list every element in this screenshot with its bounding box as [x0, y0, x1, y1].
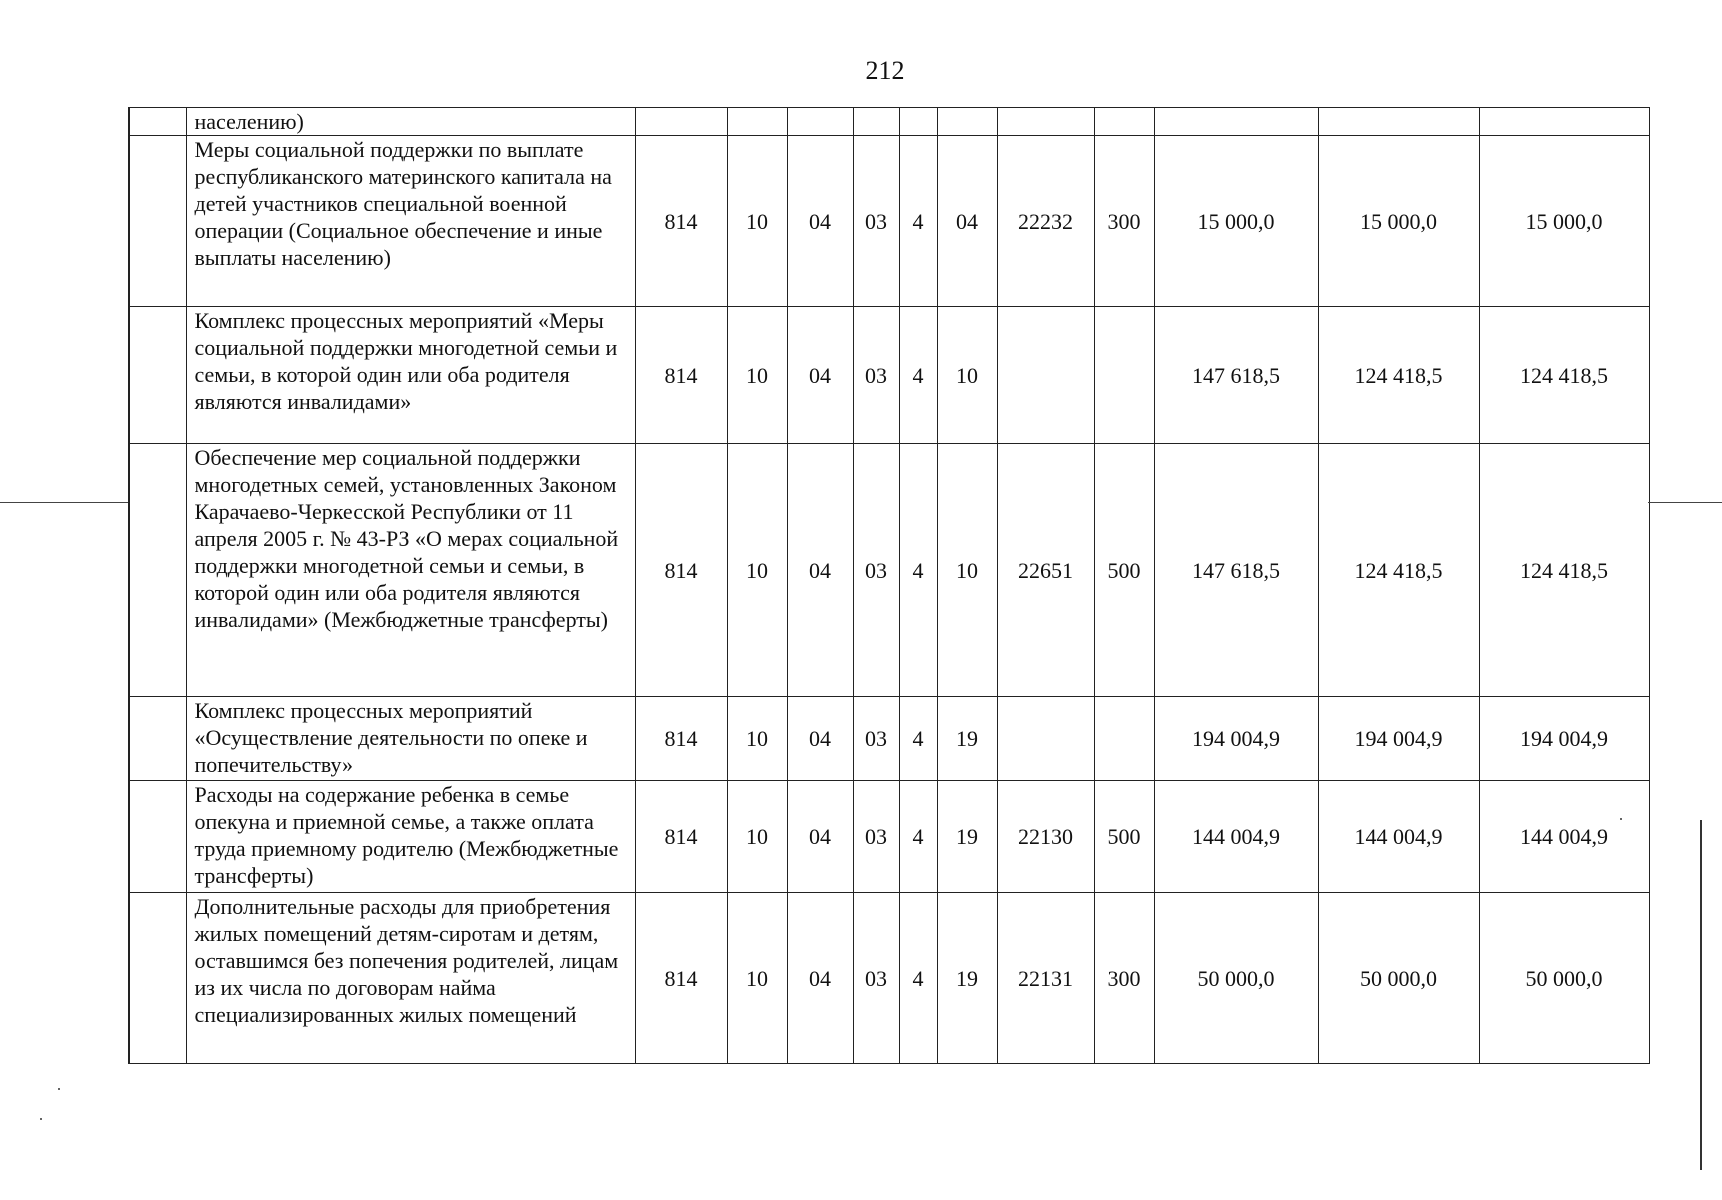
amount-year-1-cell [1154, 108, 1318, 136]
scan-artifact-line-left [0, 502, 128, 503]
direction-code-cell [997, 307, 1094, 444]
row-name-cell: населению) [186, 108, 635, 136]
scan-artifact-vertical-line [1700, 820, 1702, 1170]
scan-speck [58, 1088, 60, 1090]
activity-code-cell: 19 [937, 697, 997, 781]
ministry-code-cell: 814 [635, 697, 727, 781]
section-code-cell: 10 [727, 444, 787, 697]
amount-year-3-cell: 15 000,0 [1479, 136, 1649, 307]
row-index-cell [129, 444, 186, 697]
amount-year-1-cell: 15 000,0 [1154, 136, 1318, 307]
amount-year-3-cell: 124 418,5 [1479, 444, 1649, 697]
expense-type-code-cell: 500 [1094, 444, 1154, 697]
table-row [129, 136, 1649, 307]
amount-year-3-cell [1479, 108, 1649, 136]
row-name-cell: Дополнительные расходы для приобретения жилых помещений детям-сиротам и детям, оставшимся без попечения родителей, лицам из их числа по договорам найма специализированных жилых помещений [186, 893, 635, 1064]
amount-year-2-cell: 124 418,5 [1318, 444, 1479, 697]
subprogram-code-cell: 4 [899, 893, 937, 1064]
section-code-cell: 10 [727, 781, 787, 893]
row-index-cell [129, 136, 186, 307]
amount-year-2-cell: 50 000,0 [1318, 893, 1479, 1064]
budget-table [128, 107, 1650, 1064]
ministry-code-cell: 814 [635, 781, 727, 893]
row-name-cell: Комплекс процессных мероприятий «Меры социальной поддержки многодетной семьи и семьи, в которой один или оба родителя являются инвалидами» [186, 307, 635, 444]
amount-year-2-cell [1318, 108, 1479, 136]
row-name-cell: Комплекс процессных мероприятий «Осуществление деятельности по опеке и попечительству» [186, 697, 635, 781]
row-index-cell [129, 108, 186, 136]
program-code-cell: 03 [853, 697, 899, 781]
activity-code-cell [937, 108, 997, 136]
table-row [129, 697, 1649, 781]
amount-year-1-cell: 50 000,0 [1154, 893, 1318, 1064]
table-row [129, 108, 1649, 136]
subprogram-code-cell [899, 108, 937, 136]
activity-code-cell: 04 [937, 136, 997, 307]
program-code-cell [853, 108, 899, 136]
amount-year-1-cell: 147 618,5 [1154, 307, 1318, 444]
program-code-cell: 03 [853, 136, 899, 307]
table-row [129, 307, 1649, 444]
expense-type-code-cell [1094, 307, 1154, 444]
subsection-code-cell: 04 [787, 444, 853, 697]
table-row [129, 893, 1649, 1064]
row-name-cell: Обеспечение мер социальной поддержки многодетных семей, установленных Законом Карачаево-Черкесской Республики от 11 апреля 2005 г. № 43-РЗ «О мерах социальной поддержки многодетной семьи и семьи, в которой один или оба родителя являются инвалидами» (Межбюджетные трансферты) [186, 444, 635, 697]
subsection-code-cell: 04 [787, 893, 853, 1064]
activity-code-cell: 19 [937, 893, 997, 1064]
ministry-code-cell: 814 [635, 307, 727, 444]
activity-code-cell: 19 [937, 781, 997, 893]
subprogram-code-cell: 4 [899, 781, 937, 893]
program-code-cell: 03 [853, 444, 899, 697]
expense-type-code-cell: 500 [1094, 781, 1154, 893]
activity-code-cell: 10 [937, 307, 997, 444]
amount-year-2-cell: 194 004,9 [1318, 697, 1479, 781]
direction-code-cell: 22131 [997, 893, 1094, 1064]
section-code-cell [727, 108, 787, 136]
amount-year-2-cell: 124 418,5 [1318, 307, 1479, 444]
section-code-cell: 10 [727, 307, 787, 444]
subprogram-code-cell: 4 [899, 136, 937, 307]
direction-code-cell: 22232 [997, 136, 1094, 307]
amount-year-1-cell: 144 004,9 [1154, 781, 1318, 893]
expense-type-code-cell: 300 [1094, 136, 1154, 307]
expense-type-code-cell: 300 [1094, 893, 1154, 1064]
section-code-cell: 10 [727, 136, 787, 307]
row-index-cell [129, 307, 186, 444]
activity-code-cell: 10 [937, 444, 997, 697]
amount-year-3-cell: 144 004,9 [1479, 781, 1649, 893]
ministry-code-cell [635, 108, 727, 136]
amount-year-2-cell: 144 004,9 [1318, 781, 1479, 893]
expense-type-code-cell [1094, 108, 1154, 136]
subprogram-code-cell: 4 [899, 444, 937, 697]
subsection-code-cell [787, 108, 853, 136]
scan-speck [1620, 818, 1622, 820]
amount-year-3-cell: 194 004,9 [1479, 697, 1649, 781]
program-code-cell: 03 [853, 781, 899, 893]
amount-year-1-cell: 147 618,5 [1154, 444, 1318, 697]
row-name-cell: Меры социальной поддержки по выплате республиканского материнского капитала на детей участников специальной военной операции (Социальное обеспечение и иные выплаты населению) [186, 136, 635, 307]
scan-speck [40, 1118, 42, 1120]
section-code-cell: 10 [727, 697, 787, 781]
ministry-code-cell: 814 [635, 444, 727, 697]
subsection-code-cell: 04 [787, 136, 853, 307]
row-index-cell [129, 697, 186, 781]
direction-code-cell [997, 697, 1094, 781]
program-code-cell: 03 [853, 307, 899, 444]
row-name-cell: Расходы на содержание ребенка в семье опекуна и приемной семье, а также оплата труда приемному родителю (Межбюджетные трансферты) [186, 781, 635, 893]
subsection-code-cell: 04 [787, 781, 853, 893]
amount-year-3-cell: 50 000,0 [1479, 893, 1649, 1064]
direction-code-cell [997, 108, 1094, 136]
page-number: 212 [865, 56, 905, 85]
subsection-code-cell: 04 [787, 697, 853, 781]
subsection-code-cell: 04 [787, 307, 853, 444]
row-index-cell [129, 781, 186, 893]
ministry-code-cell: 814 [635, 136, 727, 307]
amount-year-1-cell: 194 004,9 [1154, 697, 1318, 781]
program-code-cell: 03 [853, 893, 899, 1064]
direction-code-cell: 22651 [997, 444, 1094, 697]
amount-year-2-cell: 15 000,0 [1318, 136, 1479, 307]
subprogram-code-cell: 4 [899, 697, 937, 781]
table-row [129, 444, 1649, 697]
expense-type-code-cell [1094, 697, 1154, 781]
scan-artifact-line-right [1648, 502, 1722, 503]
table-row [129, 781, 1649, 893]
subprogram-code-cell: 4 [899, 307, 937, 444]
ministry-code-cell: 814 [635, 893, 727, 1064]
section-code-cell: 10 [727, 893, 787, 1064]
direction-code-cell: 22130 [997, 781, 1094, 893]
row-index-cell [129, 893, 186, 1064]
amount-year-3-cell: 124 418,5 [1479, 307, 1649, 444]
